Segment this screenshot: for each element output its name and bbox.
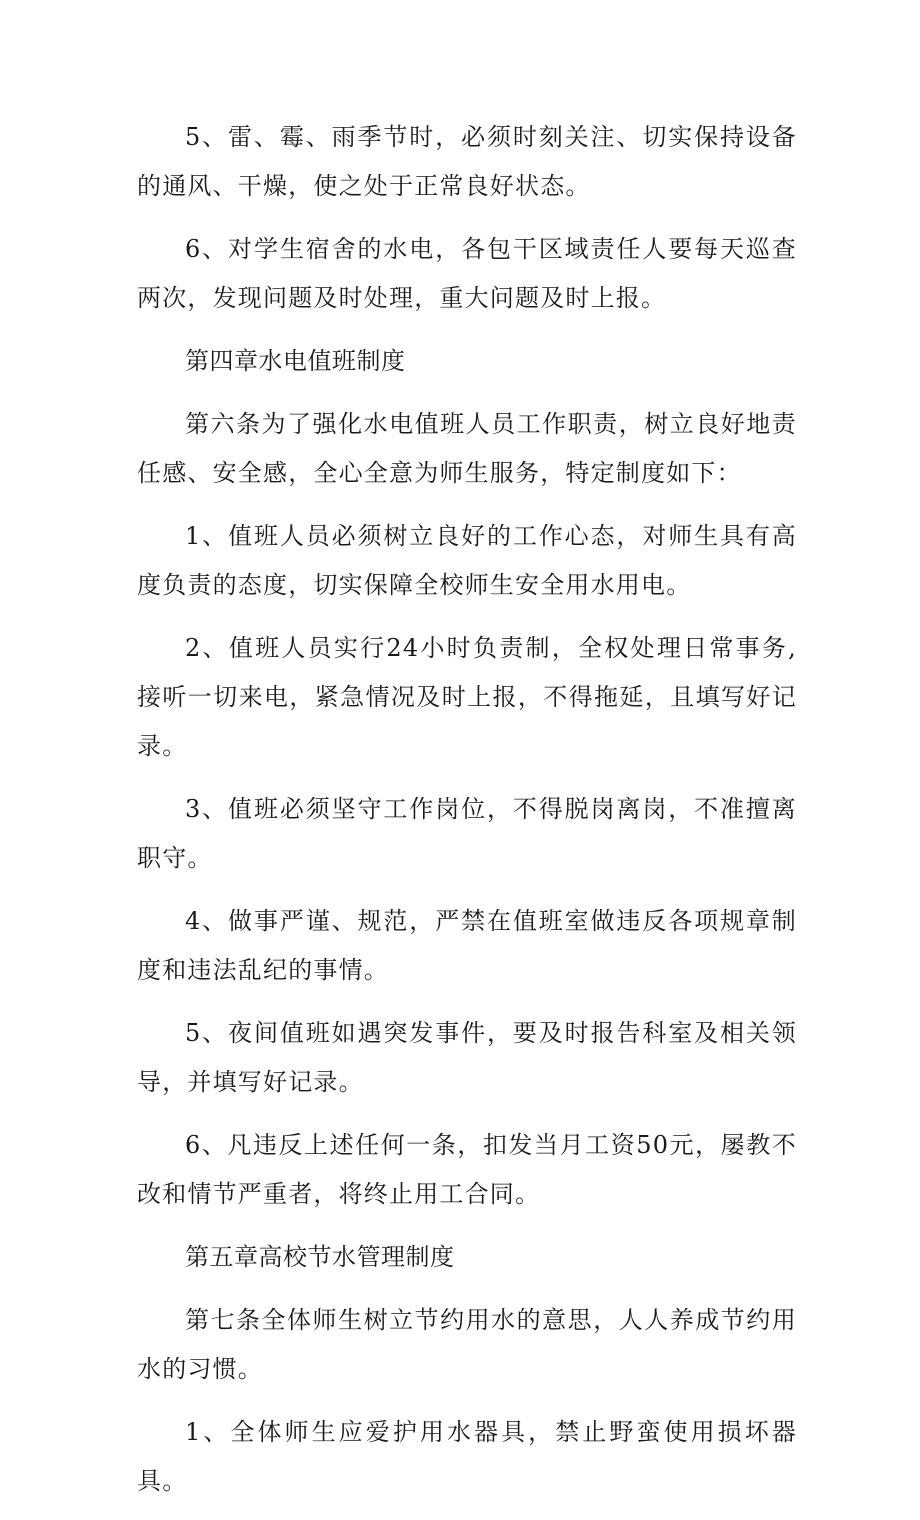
article-6: 第六条为了强化水电值班人员工作职责，树立良好地责任感、安全感，全心全意为师生服务，特定制度如下：: [137, 410, 797, 487]
chapter-heading-4: 第四章水电值班制度: [185, 347, 406, 375]
paragraph-item-5-ventilation: 5、雷、霉、雨季节时，必须时刻关注、切实保持设备的通风、干燥，使之处于正常良好状态。: [137, 123, 797, 200]
article-7: 第七条全体师生树立节约用水的意思，人人养成节约用水的习惯。: [137, 1306, 797, 1383]
duty-rule-3: 3、值班必须坚守工作岗位，不得脱岗离岗，不准擅离职守。: [137, 795, 797, 872]
duty-rule-1: 1、值班人员必须树立良好的工作心态，对师生具有高度负责的态度，切实保障全校师生安全用水用电。: [137, 522, 797, 599]
paragraph-item-6-dormitory-inspection: 6、对学生宿舍的水电，各包干区域责任人要每天巡查两次，发现问题及时处理，重大问题及时上报。: [137, 235, 797, 312]
duty-rule-5: 5、夜间值班如遇突发事件，要及时报告科室及相关领导，并填写好记录。: [137, 1019, 797, 1096]
water-rule-1: 1、全体师生应爱护用水器具，禁止野蛮使用损坏器具。: [137, 1418, 797, 1495]
chapter-heading-5: 第五章高校节水管理制度: [185, 1243, 455, 1271]
duty-rule-2: 2、值班人员实行24小时负责制，全权处理日常事务,接听一切来电，紧急情况及时上报，不得拖延，且填写好记录。: [137, 634, 797, 760]
document-body: [137, 113, 797, 1520]
duty-rule-4: 4、做事严谨、规范，严禁在值班室做违反各项规章制度和违法乱纪的事情。: [137, 907, 797, 984]
duty-rule-6: 6、凡违反上述任何一条，扣发当月工资50元，屡教不改和情节严重者，将终止用工合同。: [137, 1131, 797, 1208]
